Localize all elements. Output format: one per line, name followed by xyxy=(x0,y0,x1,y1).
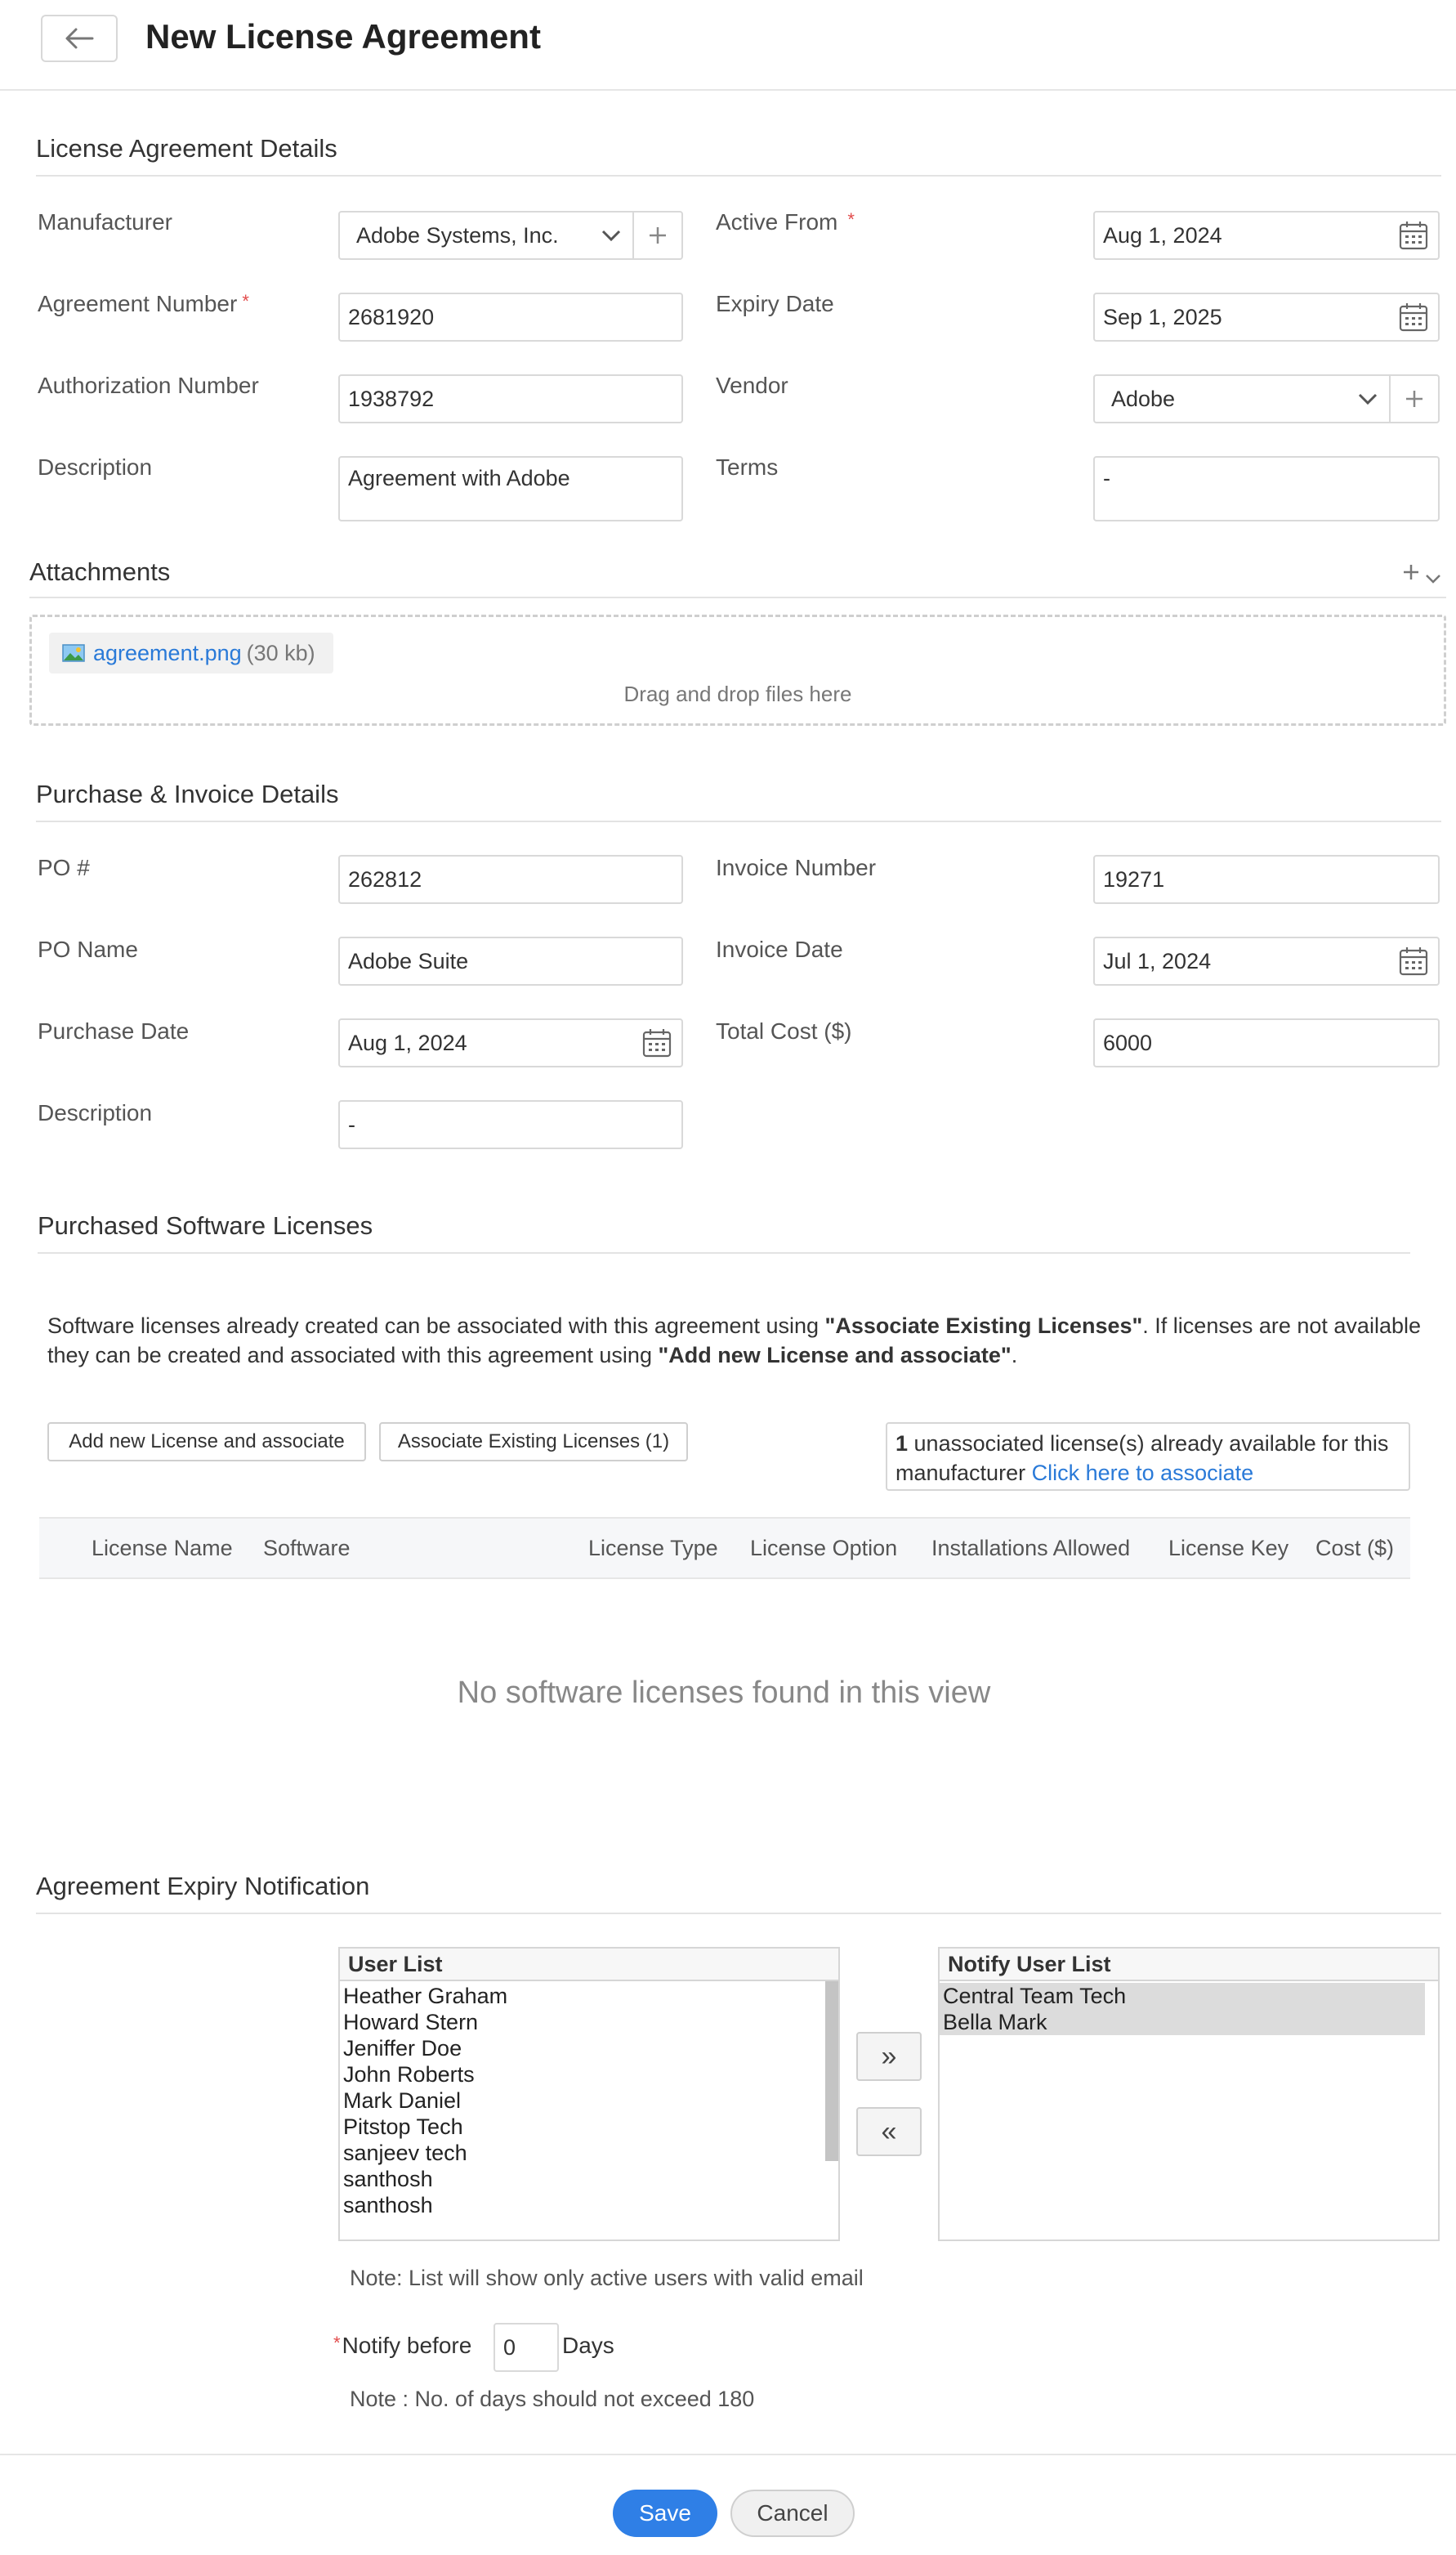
expiry-date-input[interactable]: Sep 1, 2025 xyxy=(1093,293,1440,342)
page-title: New License Agreement xyxy=(145,17,541,56)
chevron-down-icon xyxy=(1425,573,1441,584)
user-list[interactable] xyxy=(340,1981,838,2218)
user-list-title: User List xyxy=(340,1949,838,1981)
details-section-title: License Agreement Details xyxy=(36,134,337,163)
attachment-file-size: (30 kb) xyxy=(246,640,315,665)
authorization-number-input[interactable]: 1938792 xyxy=(338,374,683,423)
add-new-license-button[interactable]: Add new License and associate xyxy=(47,1422,366,1461)
list-item[interactable]: sanjeev tech xyxy=(343,2141,467,2165)
manufacturer-label: Manufacturer xyxy=(38,209,172,235)
list-item[interactable]: Howard Stern xyxy=(343,2010,479,2034)
calendar-icon[interactable] xyxy=(1397,301,1430,333)
active-from-date-input[interactable]: Aug 1, 2024 xyxy=(1093,211,1440,260)
total-cost-input[interactable]: 6000 xyxy=(1093,1018,1440,1067)
section-divider xyxy=(38,1252,1410,1254)
column-header[interactable]: Installations Allowed xyxy=(931,1536,1131,1560)
unassociated-licenses-notice: 1 unassociated license(s) already available for this manufacturer Click here to associate xyxy=(886,1422,1410,1491)
remove-from-notify-button[interactable]: « xyxy=(856,2107,922,2156)
vendor-value: Adobe xyxy=(1111,386,1176,411)
description-textarea[interactable]: Agreement with Adobe xyxy=(338,456,683,521)
add-vendor-button[interactable] xyxy=(1391,376,1438,422)
add-to-notify-button[interactable]: » xyxy=(856,2032,922,2081)
purchase-section-title: Purchase & Invoice Details xyxy=(36,780,339,808)
list-item[interactable]: Mark Daniel xyxy=(343,2088,462,2113)
list-item[interactable]: Pitstop Tech xyxy=(343,2114,463,2139)
notify-before-input[interactable]: 0 xyxy=(494,2323,559,2372)
agreement-number-label: Agreement Number * xyxy=(38,291,249,316)
manufacturer-value: Adobe Systems, Inc. xyxy=(356,222,559,248)
days-limit-note: Note : No. of days should not exceed 180 xyxy=(350,2387,755,2411)
licenses-section-title: Purchased Software Licenses xyxy=(38,1211,373,1240)
active-from-label: Active From * xyxy=(716,209,855,235)
calendar-icon[interactable] xyxy=(1397,945,1430,978)
image-file-icon xyxy=(62,643,85,663)
user-list-box[interactable] xyxy=(338,1947,840,2241)
notify-user-list-title: Notify User List xyxy=(940,1949,1438,1981)
attachment-menu-toggle[interactable] xyxy=(1425,564,1441,590)
attachments-section-title: Attachments xyxy=(29,557,171,586)
header-divider xyxy=(0,89,1456,91)
calendar-icon[interactable] xyxy=(1397,219,1430,252)
po-number-input[interactable]: 262812 xyxy=(338,855,683,904)
invoice-number-label: Invoice Number xyxy=(716,855,877,880)
back-button[interactable] xyxy=(41,15,118,62)
section-divider xyxy=(36,175,1441,177)
column-header[interactable]: License Option xyxy=(750,1536,898,1560)
invoice-date-label: Invoice Date xyxy=(716,937,843,962)
cancel-button[interactable]: Cancel xyxy=(730,2490,855,2537)
scrollbar-thumb[interactable] xyxy=(825,1981,838,2161)
description-label: Description xyxy=(38,454,153,480)
purchase-date-label: Purchase Date xyxy=(38,1018,190,1044)
save-button[interactable]: Save xyxy=(613,2490,717,2537)
chevron-down-icon xyxy=(601,229,621,242)
attachment-file-link[interactable]: agreement.png xyxy=(93,640,242,665)
invoice-date-input[interactable]: Jul 1, 2024 xyxy=(1093,937,1440,986)
notify-user-list-box[interactable] xyxy=(938,1947,1440,2241)
expiry-date-label: Expiry Date xyxy=(716,291,834,316)
purchase-description-label: Description xyxy=(38,1100,153,1125)
licenses-table-header xyxy=(39,1517,1410,1579)
list-item[interactable]: Central Team Tech xyxy=(940,1983,1425,2009)
po-name-label: PO Name xyxy=(38,937,138,962)
purchase-date-input[interactable]: Aug 1, 2024 xyxy=(338,1018,683,1067)
section-divider xyxy=(36,1913,1441,1914)
po-number-label: PO # xyxy=(38,855,90,880)
calendar-icon[interactable] xyxy=(641,1027,673,1059)
empty-table-message: No software licenses found in this view xyxy=(457,1676,991,1710)
agreement-number-input[interactable]: 2681920 xyxy=(338,293,683,342)
column-header[interactable]: License Name xyxy=(92,1536,233,1560)
add-attachment-button[interactable] xyxy=(1402,561,1420,587)
list-item[interactable]: Heather Graham xyxy=(343,1984,508,2008)
chevron-down-icon xyxy=(1358,392,1378,405)
column-header[interactable]: Software xyxy=(263,1536,351,1560)
po-name-input[interactable]: Adobe Suite xyxy=(338,937,683,986)
purchase-description-input[interactable]: - xyxy=(338,1100,683,1149)
attachment-file-chip[interactable] xyxy=(49,633,333,673)
vendor-label: Vendor xyxy=(716,373,788,398)
plus-icon xyxy=(1405,389,1424,409)
vendor-select[interactable] xyxy=(1093,374,1440,423)
licenses-info-text: Software licenses already created can be associated with this agreement using "Associate Existing Licenses". If licenses are not available they can be created and associated with this agreement using "Add new License and associate". xyxy=(47,1313,1421,1367)
add-manufacturer-button[interactable] xyxy=(634,213,681,258)
footer-divider xyxy=(0,2454,1456,2455)
notify-before-label: *Notify before xyxy=(333,2333,472,2358)
associate-link[interactable]: Click here to associate xyxy=(1031,1461,1254,1485)
list-item[interactable]: Bella Mark xyxy=(940,2009,1425,2035)
notify-user-list[interactable] xyxy=(940,1981,1438,2035)
section-divider xyxy=(29,597,1446,598)
manufacturer-select[interactable] xyxy=(338,211,683,260)
terms-textarea[interactable]: - xyxy=(1093,456,1440,521)
associate-existing-licenses-button[interactable]: Associate Existing Licenses (1) xyxy=(379,1422,688,1461)
list-item[interactable]: santhosh xyxy=(343,2193,433,2217)
notification-section-title: Agreement Expiry Notification xyxy=(36,1872,370,1900)
column-header[interactable]: Cost ($) xyxy=(1315,1536,1395,1560)
section-divider xyxy=(36,821,1441,822)
arrow-left-icon xyxy=(63,26,96,51)
list-item[interactable]: Jeniffer Doe xyxy=(343,2036,462,2061)
invoice-number-input[interactable]: 19271 xyxy=(1093,855,1440,904)
days-label: Days xyxy=(562,2333,614,2358)
dropzone-hint: Drag and drop files here xyxy=(623,682,852,706)
column-header[interactable]: License Key xyxy=(1168,1536,1289,1560)
plus-icon xyxy=(648,226,668,245)
total-cost-label: Total Cost ($) xyxy=(716,1018,852,1044)
user-list-note: Note: List will show only active users with valid email xyxy=(350,2266,864,2290)
terms-label: Terms xyxy=(716,454,779,480)
column-header[interactable]: License Type xyxy=(588,1536,718,1560)
authorization-number-label: Authorization Number xyxy=(38,373,259,398)
plus-icon xyxy=(1402,563,1420,581)
list-item[interactable]: John Roberts xyxy=(343,2062,475,2087)
list-item[interactable]: santhosh xyxy=(343,2167,433,2191)
